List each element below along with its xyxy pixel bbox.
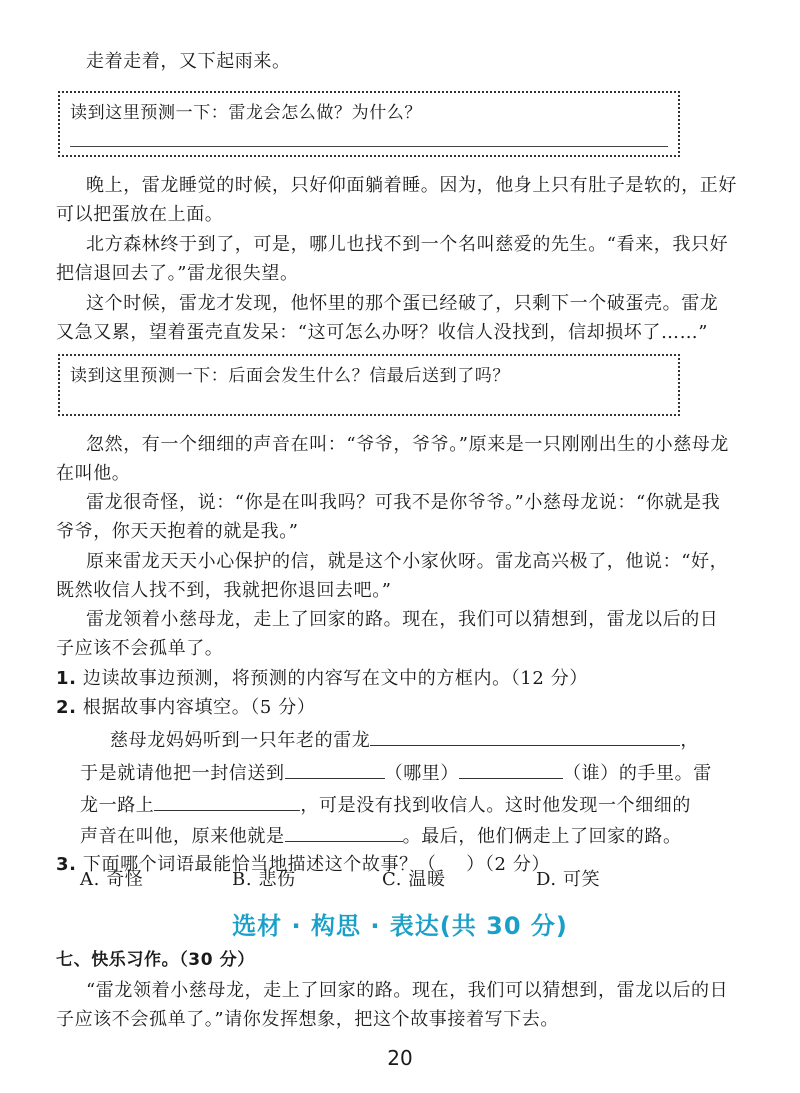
writing-prompt: “雷龙领着小慈母龙，走上了回家的路。现在，我们可以猜想到，雷龙以后的日 xyxy=(86,980,729,1001)
fill-text: 于是就请他把一封信送到 xyxy=(80,763,285,784)
fill-text: （哪里） xyxy=(384,763,460,784)
question-text: ）（2 分） xyxy=(466,854,551,875)
writing-heading: 七、快乐习作。（30 分） xyxy=(56,950,255,970)
fill-text: ，可是没有找到收信人。这时他发现一个细细的 xyxy=(300,795,692,816)
question-number: 3. xyxy=(56,854,77,875)
fill-line-1 xyxy=(110,727,699,753)
fill-line-2 xyxy=(80,760,712,786)
fill-line-3 xyxy=(80,792,691,818)
story-paragraph: 雷龙领着小慈母龙，走上了回家的路。现在，我们可以猜想到，雷龙以后的日 xyxy=(86,609,719,630)
page-number: 20 xyxy=(387,1046,413,1070)
fill-blank[interactable] xyxy=(285,760,385,779)
question-1 xyxy=(56,667,588,691)
answer-line xyxy=(70,146,668,147)
section-title: 选材 · 构思 · 表达(共 30 分) xyxy=(232,912,568,940)
story-paragraph: 雷龙很奇怪，说：“你是在叫我吗？可我不是你爷爷。”小慈母龙说：“你就是我 xyxy=(86,492,721,513)
prediction-box[interactable] xyxy=(58,91,680,157)
prediction-prompt: 读到这里预测一下：雷龙会怎么做？为什么？ xyxy=(70,103,422,123)
story-paragraph: 北方森林终于到了，可是，哪儿也找不到一个名叫慈爱的先生。“看来，我只好 xyxy=(86,234,729,255)
fill-blank[interactable] xyxy=(459,760,563,779)
fill-text: 龙一路上 xyxy=(80,795,155,816)
story-paragraph: 爷爷，你天天抱着的就是我。” xyxy=(56,521,299,542)
fill-text: 。最后，他们俩走上了回家的路。 xyxy=(402,826,682,847)
fill-blank[interactable] xyxy=(285,823,403,842)
story-paragraph: 可以把蛋放在上面。 xyxy=(56,204,224,225)
fill-blank[interactable] xyxy=(154,792,300,811)
prediction-box[interactable] xyxy=(58,354,680,416)
writing-prompt: 子应该不会孤单了。”请你发挥想象，把这个故事接着写下去。 xyxy=(56,1009,559,1030)
question-number: 2. xyxy=(56,697,77,718)
option-c[interactable]: C. 温暖 xyxy=(382,869,446,890)
option-d[interactable]: D. 可笑 xyxy=(536,869,601,890)
option-a[interactable]: A. 奇怪 xyxy=(80,869,144,890)
fill-line-4 xyxy=(80,823,682,849)
story-paragraph: 既然收信人找不到，我就把你退回去吧。” xyxy=(56,580,392,601)
story-paragraph: 走着走着，又下起雨来。 xyxy=(86,51,291,72)
story-paragraph: 忽然，有一个细细的声音在叫：“爷爷，爷爷。”原来是一只刚刚出生的小慈母龙 xyxy=(86,434,730,455)
option-b[interactable]: B. 悲伤 xyxy=(232,869,296,890)
fill-text: 慈母龙妈妈听到一只年老的雷龙 xyxy=(110,730,371,751)
fill-text: ， xyxy=(680,730,700,751)
story-paragraph: 子应该不会孤单了。 xyxy=(56,638,224,659)
prediction-prompt: 读到这里预测一下：后面会发生什么？信最后送到了吗？ xyxy=(70,366,510,386)
story-paragraph: 这个时候，雷龙才发现，他怀里的那个蛋已经破了，只剩下一个破蛋壳。雷龙 xyxy=(86,293,719,314)
question-number: 1. xyxy=(56,668,77,689)
question-text: 边读故事边预测，将预测的内容写在文中的方框内。（12 分） xyxy=(82,668,588,689)
question-2 xyxy=(56,696,315,720)
story-paragraph: 在叫他。 xyxy=(56,463,131,484)
story-paragraph: 原来雷龙天天小心保护的信，就是这个小家伙呀。雷龙高兴极了，他说：“好， xyxy=(86,551,729,572)
question-text: 下面哪个词语最能恰当地描述这个故事？（ xyxy=(82,854,437,875)
fill-text: 声音在叫他，原来他就是 xyxy=(80,826,285,847)
fill-blank[interactable] xyxy=(370,727,680,746)
question-text: 根据故事内容填空。（5 分） xyxy=(82,697,316,718)
story-paragraph: 又急又累，望着蛋壳直发呆：“这可怎么办呀？收信人没找到，信却损坏了……” xyxy=(56,322,709,343)
story-paragraph: 把信退回去了。”雷龙很失望。 xyxy=(56,263,299,284)
story-paragraph: 晚上，雷龙睡觉的时候，只好仰面躺着睡。因为，他身上只有肚子是软的，正好 xyxy=(86,175,737,196)
fill-text: （谁）的手里。雷 xyxy=(563,763,712,784)
